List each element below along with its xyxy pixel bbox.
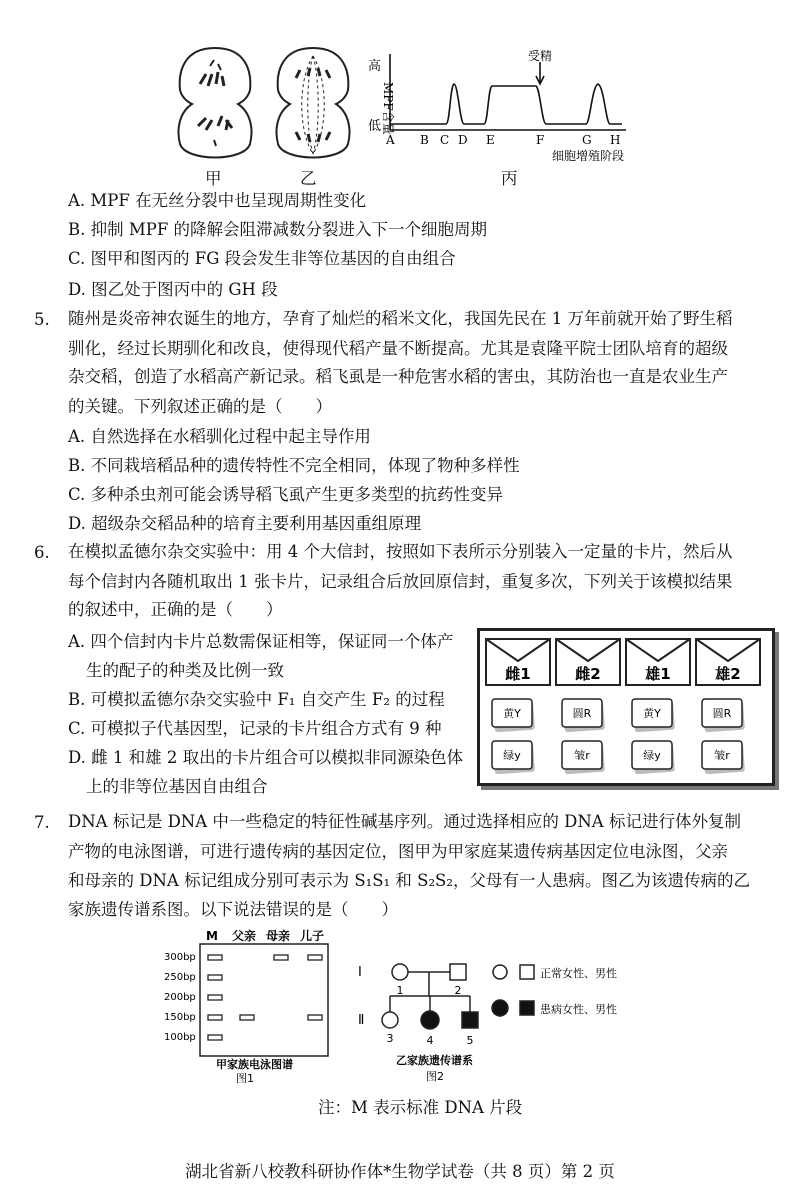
gel-size: 250bp [164, 972, 196, 983]
q6-option-c: C. 可模拟子代基因型，记录的卡片组合方式有 9 种 [68, 719, 442, 738]
gel-col-m: M [206, 929, 218, 943]
figure-label-jia: 甲 [205, 169, 222, 188]
q6-stem-line: 的叙述中，正确的是（ ） [68, 600, 283, 619]
pedigree-gen-2: Ⅱ [358, 1013, 365, 1028]
q5-option-a: A. 自然选择在水稻驯化过程中起主导作用 [68, 427, 371, 446]
page-footer: 湖北省新八校教科研协作体*生物学试卷（共 8 页）第 2 页 [185, 1162, 615, 1181]
pedigree-gen-1: Ⅰ [358, 965, 362, 980]
graph-x-label: A [386, 133, 395, 147]
legend-normal: 正常女性、男性 [540, 967, 617, 980]
graph-x-label: F [536, 133, 545, 147]
q6-stem-line: 在模拟孟德尔杂交实验中：用 4 个大信封，按照如下表所示分别装入一定量的卡片，然后从 [68, 542, 733, 561]
q4-option-c: C. 图甲和图丙的 FG 段会发生非等位基因的自由组合 [68, 249, 456, 268]
gel-size: 200bp [164, 992, 196, 1003]
q5-stem-line: 驯化，经过长期驯化和改良，使得现代稻产量不断提高。尤其是袁隆平院士团队培育的超级 [68, 339, 728, 358]
q7-figure [160, 924, 640, 1090]
card-label: 圆R [572, 707, 592, 720]
q5-stem-line: 杂交稻，创造了水稻高产新记录。稻飞虱是一种危害水稻的害虫，其防治也一直是农业生产 [68, 367, 728, 386]
gel-band-mother [274, 955, 288, 960]
card-label: 圆R [712, 707, 732, 720]
q4-option-b: B. 抑制 MPF 的降解会阻滞减数分裂进入下一个细胞周期 [68, 220, 488, 239]
gel-band [208, 1015, 222, 1020]
graph-x-label: C [440, 133, 450, 147]
card-label: 黄Y [503, 707, 521, 720]
gel-band-father [240, 1015, 254, 1020]
graph-x-label: D [458, 133, 468, 147]
q6-stem-line: 每个信封内各随机取出 1 张卡片，记录组合后放回原信封，重复多次，下列关于该模拟结果 [68, 572, 733, 591]
gel-col-son: 儿子 [300, 929, 325, 943]
graph-x-label: B [420, 133, 429, 147]
q4-option-d: D. 图乙处于图丙中的 GH 段 [68, 280, 278, 299]
envelope-card-table [477, 628, 775, 786]
q5-number: 5. [34, 310, 50, 329]
envelope-label: 雄1 [645, 665, 671, 683]
gel-caption: 甲家族电泳图谱 [216, 1058, 293, 1071]
graph-annotation: 受精 [528, 49, 553, 63]
gel-band-son [308, 1015, 322, 1020]
gel-fig-label: 图1 [236, 1072, 254, 1085]
envelope-label: 雄2 [715, 665, 741, 683]
q5-option-b: B. 不同栽培稻品种的遗传特性不完全相同，体现了物种多样性 [68, 456, 520, 475]
gel-size: 100bp [164, 1032, 196, 1043]
q7-note: 注：M 表示标准 DNA 片段 [318, 1098, 523, 1117]
envelope-label: 雌2 [575, 665, 601, 683]
gel-col-father: 父亲 [232, 929, 257, 943]
pedigree-id: 1 [396, 984, 404, 997]
legend-affected: 患病女性、男性 [540, 1003, 617, 1016]
pedigree-fig-label: 图2 [426, 1070, 444, 1083]
envelope-card-graphic [480, 631, 772, 783]
cell-jia-figure [170, 40, 260, 168]
graph-x-label: G [582, 133, 592, 147]
q5-option-d: D. 超级杂交稻品种的培育主要利用基因重组原理 [68, 514, 422, 533]
figure-label-yi: 乙 [300, 169, 317, 188]
q5-stem-line: 的关键。下列叙述正确的是（ ） [68, 397, 332, 416]
pedigree-caption: 乙家族遗传谱系 [396, 1054, 473, 1067]
q7-stem-line: 产物的电泳图谱，可进行遗传病的基因定位，图甲为甲家庭某遗传病基因定位电泳图，父亲 [68, 842, 728, 861]
figure-label-bing: 丙 [501, 169, 518, 188]
q6-option-b: B. 可模拟孟德尔杂交实验中 F₁ 自交产生 F₂ 的过程 [68, 690, 445, 709]
q7-stem-line: DNA 标记是 DNA 中一些稳定的特征性碱基序列。通过选择相应的 DNA 标记进行体外复制 [68, 812, 741, 831]
q6-option-a-cont: 生的配子的种类及比例一致 [86, 661, 284, 680]
mpf-graph [364, 48, 634, 166]
gel-band [208, 995, 222, 1000]
gel-col-mother: 母亲 [266, 929, 291, 943]
q5-option-c: C. 多种杀虫剂可能会诱导稻飞虱产生更多类型的抗药性变异 [68, 485, 504, 504]
graph-y-high: 高 [368, 59, 382, 74]
card-label: 皱r [714, 749, 730, 762]
graph-x-label: E [486, 133, 495, 147]
cell-yi-figure [268, 40, 358, 168]
pedigree-id: 4 [426, 1034, 434, 1047]
pedigree-id: 5 [466, 1034, 474, 1047]
pedigree-id: 2 [454, 984, 462, 997]
q7-stem-line: 和母亲的 DNA 标记组成分别可表示为 S₁S₁ 和 S₂S₂，父母有一人患病。图乙为该遗传病的乙 [68, 871, 750, 890]
gel-band-son [308, 955, 322, 960]
graph-x-title: 细胞增殖阶段 [552, 149, 625, 163]
graph-y-low: 低 [368, 119, 382, 134]
gel-size: 150bp [164, 1012, 196, 1023]
graph-x-label: H [610, 133, 621, 147]
pedigree-id: 3 [386, 1032, 394, 1045]
q6-option-d-cont: 上的非等位基因自由组合 [86, 777, 268, 796]
q6-option-d: D. 雌 1 和雄 2 取出的卡片组合可以模拟非同源染色体 [68, 748, 464, 767]
card-label: 绿y [643, 749, 661, 762]
q6-option-a: A. 四个信封内卡片总数需保证相等，保证同一个体产 [68, 632, 454, 651]
q6-number: 6. [34, 543, 50, 562]
graph-y-title: MPF含量 [381, 82, 395, 135]
gel-band [208, 1035, 222, 1040]
q7-stem-line: 家族遗传谱系图。以下说法错误的是（ ） [68, 900, 398, 919]
q7-number: 7. [34, 813, 50, 832]
q4-option-a: A. MPF 在无丝分裂中也呈现周期性变化 [68, 191, 367, 210]
envelope-label: 雌1 [505, 665, 531, 683]
q5-stem-line: 随州是炎帝神农诞生的地方，孕育了灿烂的稻米文化，我国先民在 1 万年前就开始了野生稻 [68, 309, 733, 328]
gel-size: 300bp [164, 952, 196, 963]
gel-band [208, 955, 222, 960]
card-label: 黄Y [643, 707, 661, 720]
card-label: 绿y [503, 749, 521, 762]
card-label: 皱r [574, 749, 590, 762]
gel-band [208, 975, 222, 980]
